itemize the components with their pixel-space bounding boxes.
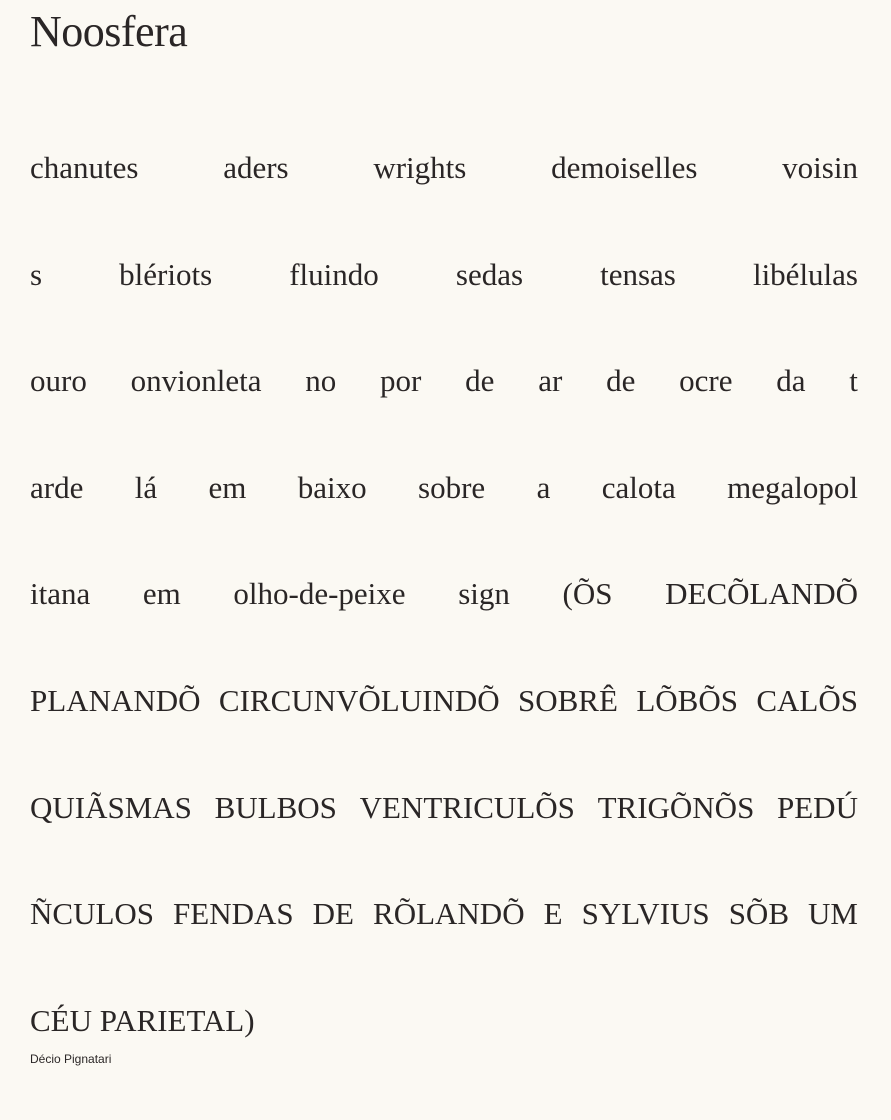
- poem-word: aders: [223, 150, 289, 185]
- poem-word: demoiselles: [551, 150, 698, 185]
- poem-word: (ÕS: [562, 576, 613, 612]
- poem-word: VENTRICULÕS: [359, 789, 575, 825]
- poem-word: CÉU: [30, 1002, 92, 1038]
- poem-line: [30, 681, 858, 788]
- poem-word: no: [305, 363, 337, 399]
- poem-word: TRIGÕNÕS: [597, 789, 755, 825]
- poem-word: arde: [30, 469, 84, 505]
- poem-word: em: [142, 576, 181, 612]
- poem-word: tensas: [600, 256, 676, 292]
- poem-line: [30, 468, 858, 575]
- poem-word: PEDÚ: [777, 789, 858, 825]
- poem-word: SÕB: [728, 896, 789, 932]
- poem-word: sobre: [418, 469, 486, 505]
- poem-word: ocre: [679, 363, 733, 399]
- poem-word: libélulas: [752, 256, 858, 292]
- poem-word: de: [465, 363, 495, 399]
- poem-body: [30, 148, 858, 1107]
- poem-word: PARIETAL): [99, 1002, 255, 1038]
- poem-line: [30, 574, 858, 681]
- poem-word: em: [208, 469, 247, 505]
- poem-word: E: [543, 896, 563, 932]
- poem-word: chanutes: [30, 150, 139, 185]
- poem-word: ouro: [30, 363, 87, 399]
- poem-word: CALÕS: [756, 682, 858, 718]
- poem-word: sign: [458, 576, 510, 612]
- poem-word: wrights: [373, 150, 467, 185]
- poem-word: ar: [538, 363, 563, 399]
- poem-word: onvionleta: [130, 363, 262, 399]
- poem-word: s: [30, 256, 43, 292]
- poem-word: sedas: [455, 256, 524, 292]
- author-credit: Décio Pignatari: [30, 1052, 112, 1066]
- poem-word: ÑCULOS: [30, 896, 155, 932]
- poem-line: [30, 1001, 858, 1108]
- poem-word: BULBOS: [214, 789, 337, 825]
- poem-word: olho-de-peixe: [233, 576, 406, 612]
- poem-word: calota: [601, 469, 676, 505]
- poem-word: QUIÃSMAS: [30, 789, 192, 825]
- poem-word: t: [849, 363, 858, 399]
- poem-word: DE: [312, 896, 354, 932]
- poem-word: CIRCUNVÕLUINDÕ: [218, 682, 500, 718]
- poem-word: baixo: [297, 469, 367, 505]
- poem-line: [30, 361, 858, 468]
- poem-word: UM: [808, 896, 858, 932]
- poem-word: blériots: [119, 256, 213, 292]
- poem-word: megalopol: [727, 469, 858, 505]
- poem-word: lá: [134, 469, 158, 505]
- poem-line: [30, 894, 858, 1001]
- poem-word: de: [606, 363, 636, 399]
- poem-word: LÕBÕS: [636, 682, 738, 718]
- poem-word: SYLVIUS: [581, 896, 710, 932]
- poem-word: fluindo: [289, 256, 379, 292]
- poem-word: PLANANDÕ: [30, 682, 201, 718]
- poem-line: [30, 788, 858, 895]
- poem-line: [30, 148, 858, 255]
- poem-word: da: [776, 363, 806, 399]
- poem-line: [30, 255, 858, 362]
- poem-word: itana: [30, 576, 91, 612]
- poem-word: SOBRÊ: [518, 682, 618, 718]
- poem-word: FENDAS: [173, 896, 294, 932]
- poem-word: DECÕLANDÕ: [665, 576, 858, 612]
- poem-word: a: [536, 469, 551, 505]
- poem-word: voisin: [782, 150, 858, 185]
- page-title: Noosfera: [30, 7, 188, 56]
- poem-word: por: [380, 363, 422, 399]
- poem-word: RÕLANDÕ: [373, 896, 525, 932]
